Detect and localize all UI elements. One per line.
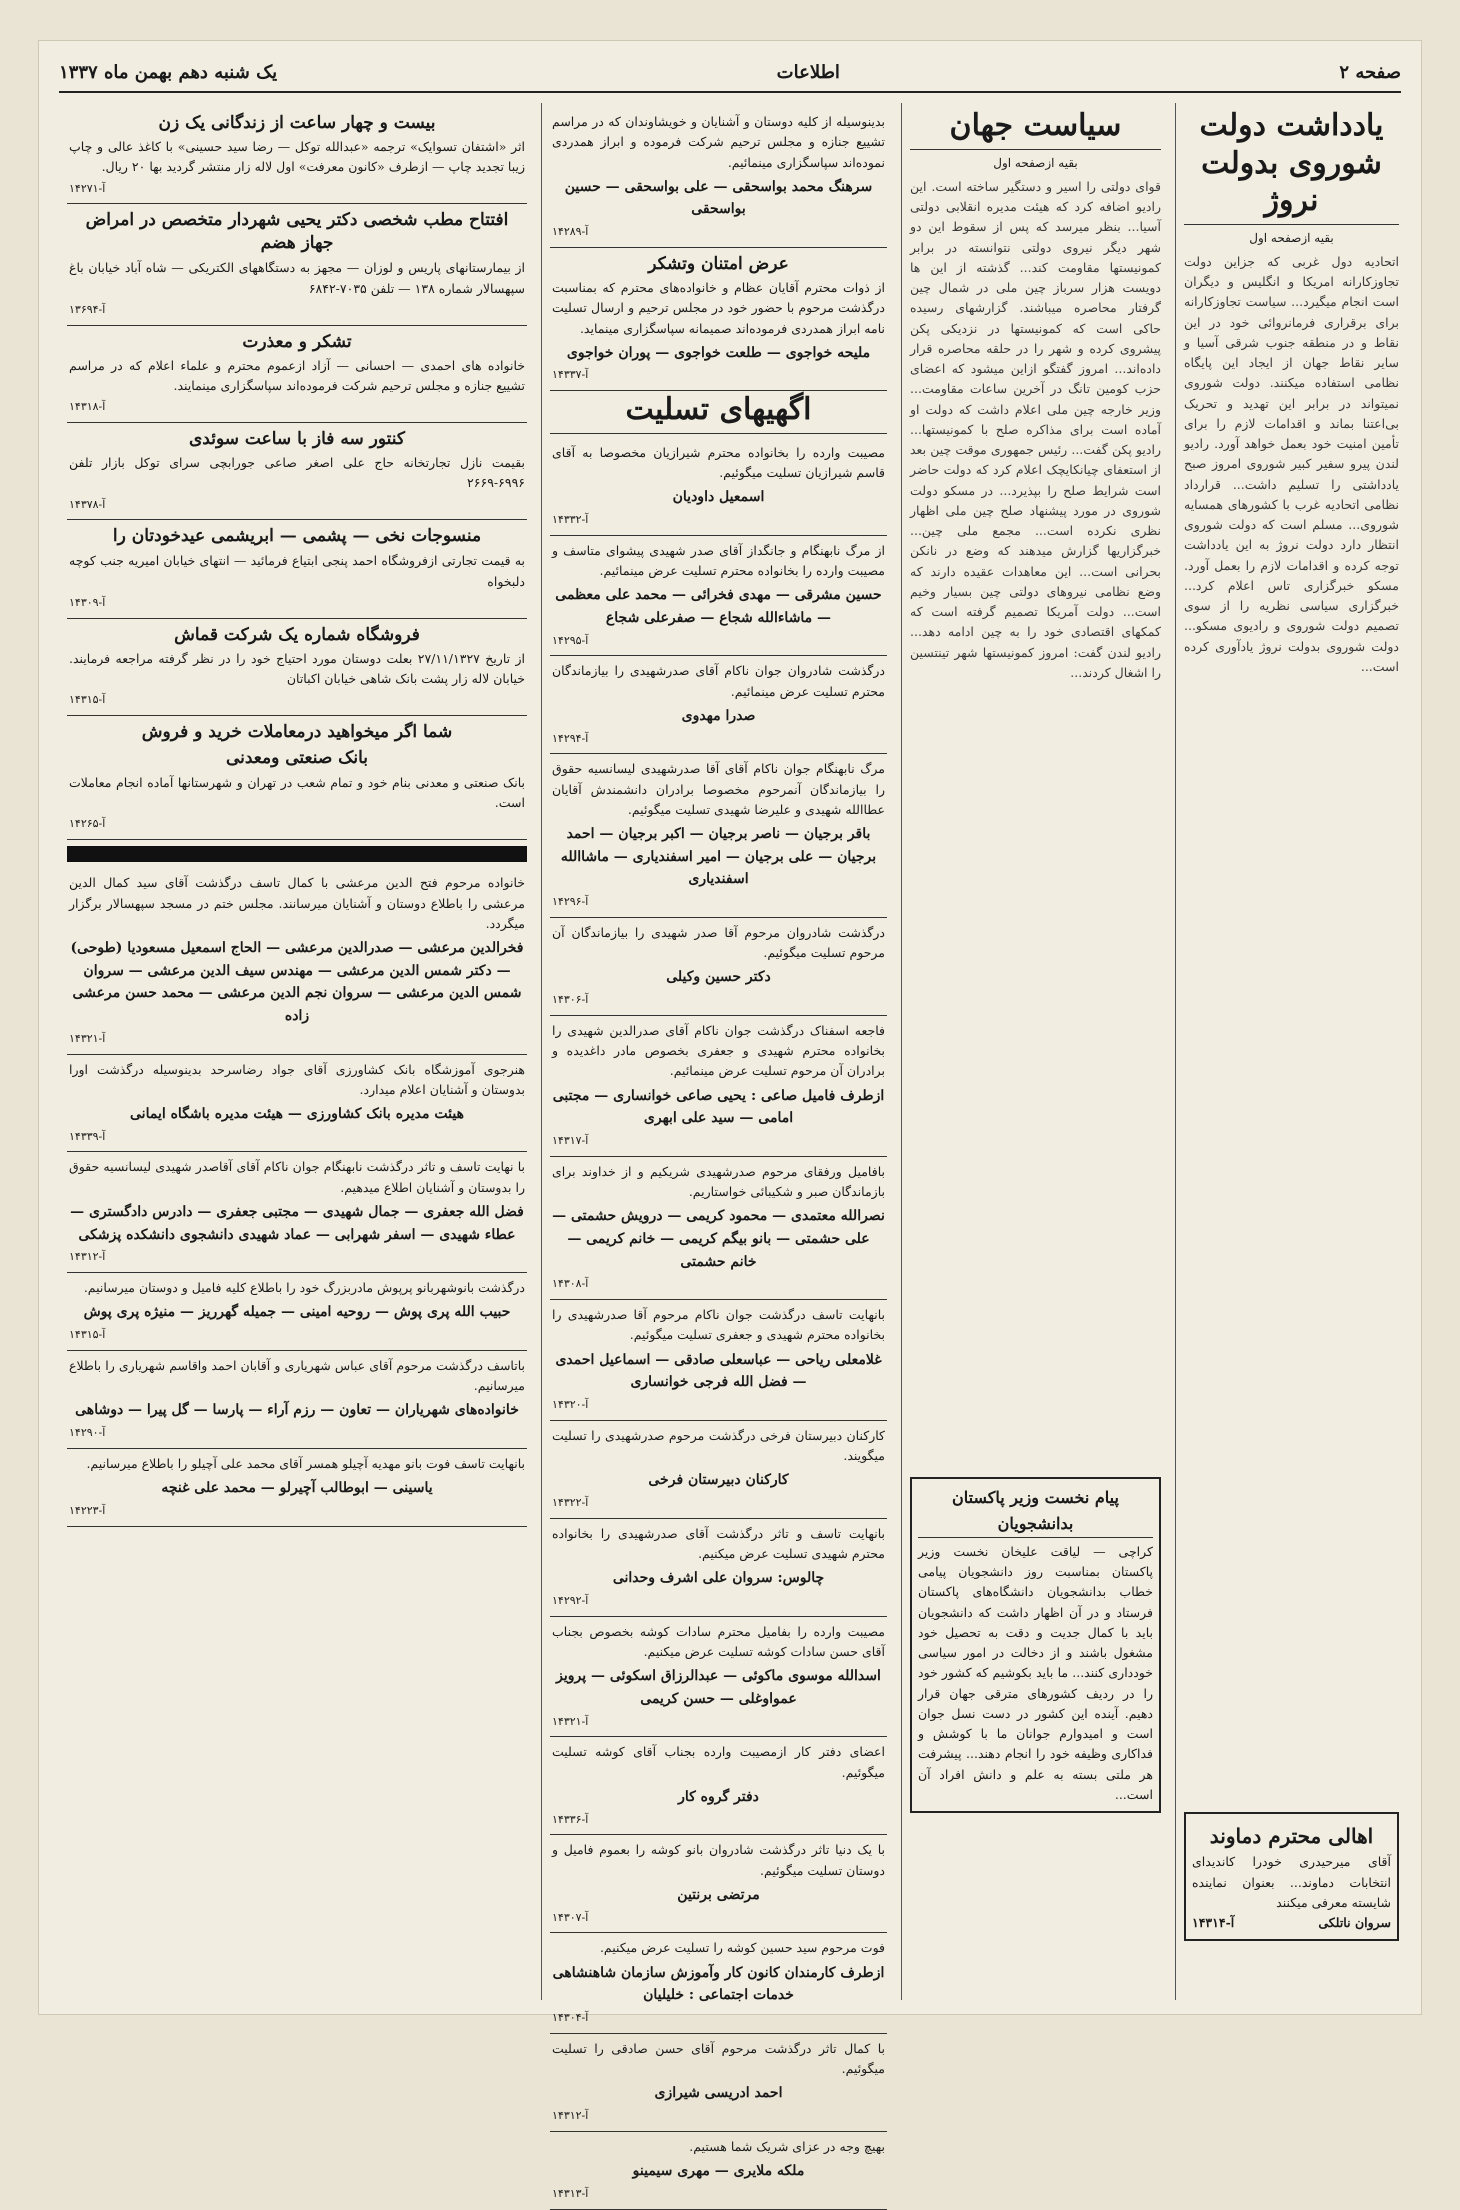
condolence-item <box>550 754 887 918</box>
obituary-marashi <box>67 868 527 1054</box>
obituary-body: باتاسف درگذشت مرحوم آقای عباس شهریاری و آقابان احمد واقاسم شهریاری را باطلاع میرسانیم. <box>69 1357 525 1394</box>
pakistan-message-title: پیام نخست وزیر پاکستان بدانشجویان <box>918 1485 1153 1538</box>
paper-name: اطلاعات <box>776 61 840 83</box>
condolence-code: آ-۱۴۳۲۰ <box>552 1398 589 1411</box>
condolence-code: آ-۱۴۳۰۶ <box>552 993 589 1007</box>
issue-date: یک شنبه دهم بهمن ماه ۱۳۳۷ <box>59 61 278 83</box>
condolence-names: باقر برجیان — ناصر برجیان — اکبر برجیان — احمد برجیان — علی برجیان — امیر اسفندیاری — ماشاالله اسفندیاری <box>560 826 877 888</box>
condolence-names: احمد ادریسی شیرازی <box>654 2085 783 2102</box>
world-politics-headline: سیاست جهان <box>910 107 1161 150</box>
condolence-item <box>550 1737 887 1835</box>
condolence-text: بافامیل ورفقای مرحوم صدرشهیدی شریکیم و از خداوند برای بازماندگان صبر و شکیبائی خواستاریم. <box>552 1163 885 1200</box>
condolence-names: دکتر حسین وکیلی <box>666 969 771 986</box>
store-ad-body: از تاریخ ۲۷/۱۱/۱۳۲۷ بعلت دوستان مورد احتیاج خود را در نظر گرفته مراجعه فرمایند. خیابان لاله زار پشت بانک شاهی خیابان اکباتان <box>69 650 526 686</box>
condolence-names: ملکه ملایری — مهری سیمینو <box>632 2163 805 2180</box>
condolence-item <box>550 1617 887 1738</box>
condolence-text: بهیچ وجه در عزای شریک شما هستیم. <box>689 2138 885 2154</box>
condolence-item <box>550 656 887 754</box>
clinic-ad <box>67 204 527 325</box>
damavand-ad-code: آ-۱۴۳۱۴ <box>1192 1915 1235 1931</box>
condolence-names: اسمعیل داودیان <box>672 489 765 506</box>
condolence-item <box>550 1933 887 2033</box>
book-ad-code: آ-۱۴۲۷۱ <box>69 181 106 195</box>
obituary-shahidi <box>67 1152 527 1273</box>
newspaper-page <box>38 40 1422 2200</box>
condolence-code: آ-۱۴۳۲۱ <box>552 1714 589 1728</box>
gratitude-ad-body: خانواده های احمدی — احسانی — آزاد ازعموم محترم و علماء اعلام که در مراسم تشییع جنازه و مجلس ترحیم شرکت فرموده‌اند سپاسگزاری مینمایند. <box>69 357 525 393</box>
thanks-notice-names: سرهنگ محمد بواسحقی — علی بواسحقی — حسین بواسحقی <box>564 178 873 218</box>
obituary-body: بانهایت تاسف فوت بانو مهدیه آچیلو همسر آقای محمد علی آچیلو را باطلاع میرسانیم. <box>86 1455 525 1471</box>
obituary-shahriari <box>67 1351 527 1449</box>
thanks-notice-text: بدینوسیله از کلیه دوستان و آشنایان و خویشاوندان که در مراسم تشییع جنازه و مجلس ترحیم شرکت فرموده و ابراز همدردی نموده‌اند سپاسگزاری مینمائیم. <box>552 114 885 170</box>
soviet-note-headline: یادداشت دولت شوروی بدولت نروژ <box>1184 107 1399 225</box>
gratitude-notice-code: آ-۱۴۳۳۷ <box>552 368 589 382</box>
soviet-note-body: اتحادیه دول غربی که جزاین دولت تجاوزکارانه امریکا و انگلیس و دیگران است انجام میگیرد... سیاست تجاوزکارانه برای برقراری فرمانروائی خود در این نقاط و در منطقه جنوب شرقی آسیا و سایر نقاط جهان از ایجاد این پایگاه نظامی استفاده میکنند. دولت شوروی نمیتواند در برابر این تهدید و تحریک بی‌اعتنا بماند و اقدامات لازم را برای تأمین امنیت خود بعمل خواهد آورد. رادیو لندن پیرو سفیر کبیر شوروی امروز صبح یادداشتی را تسلیم داشت... قرارداد نظامی اتحادیه غرب با کشورهای همسایه شوروی... مسلم است که دولت شوروی انتظار دارد دولت نروژ به این یادداشت توجه کرده و اقدامات لازم را بعمل آورد. مسکو خبرگزاری تاس اعلام کرد... خبرگزاری سیاسی نظریه را از سوی تصمیم دولت شوروی و رادیوی مسکو... دولت شوروی بدولت نروژ یادآوری کرده است... <box>1184 253 1399 674</box>
obituary-names: فخرالدین مرعشی — صدرالدین مرعشی — الحاج اسمعیل مسعودیا (طوحی) — دکتر شمس الدین مرعشی — مهندس سیف الدین مرعشی — سروان شمس الدین مرعشی — سروان نجم الدین مرعشی — محمد حسن مرعشی زاده <box>70 940 524 1025</box>
gratitude-notice-body: از ذوات محترم آقایان عظام و خانواده‌های محترم که بمناسبت درگذشت مرحوم با حضور خود در مجلس ترحیم و ارسال تسلیت نامه ابراز همدردی فرموده‌اند صمیمانه سپاسگزاری مینماید. <box>552 280 885 336</box>
condolence-text: مصیبت وارده را بفامیل محترم سادات کوشه بخصوص بجناب آقای حسن سادات کوشه تسلیت عرض میکنیم. <box>552 1623 885 1660</box>
condolence-code: آ-۱۴۳۱۳ <box>552 2186 589 2200</box>
obituary-names: هیئت مدیره بانک کشاورزی — هیئت مدیره باشگاه ایمانی <box>130 1106 464 1122</box>
bank-ad-subtitle: بانک صنعتی ومعدنی <box>225 748 369 768</box>
condolence-names: حسین مشرقی — مهدی فخرائی — محمد علی معظمی — ماشاءالله شجاع — صفرعلی شجاع <box>555 587 882 626</box>
condolence-item <box>550 1157 887 1300</box>
condolence-names: دفتر گروه کار <box>678 1788 759 1805</box>
condolence-item <box>550 1835 887 1933</box>
book-ad-title: بیست و چهار ساعت از زندگانی یک زن <box>158 113 436 133</box>
masthead <box>59 53 1401 93</box>
column-soviet-note <box>1175 103 1407 2000</box>
bank-ad-code: آ-۱۴۲۶۵ <box>69 817 106 831</box>
condolence-code: آ-۱۴۳۱۷ <box>552 1134 589 1148</box>
obituary-code: آ-۱۴۲۹۰ <box>69 1426 106 1440</box>
condolence-text: مصیبت وارده را بخانواده محترم شیرازیان مخصوصا به آقای قاسم شیرازیان تسلیت میگوئیم. <box>552 444 885 480</box>
meter-ad-title: کنتور سه فاز با ساعت سوئدی <box>189 429 405 449</box>
store-ad-code: آ-۱۴۳۱۵ <box>69 693 106 707</box>
condolence-code: آ-۱۴۲۹۶ <box>552 895 589 909</box>
condolence-text: اعضای دفتر کار ازمصیبت وارده بجناب آقای کوشه تسلیت میگوئیم. <box>552 1744 885 1780</box>
obituary-names: خانواده‌های شهریاران — تعاون — رزم آراء — پارسا — گل پیرا — دوشاهی <box>75 1402 519 1419</box>
clinic-ad-title: افتتاح مطب شخصی دکتر یحیی شهردار متخصص در امراض جهاز هضم <box>85 210 509 254</box>
condolence-names: ازطرف کارمندان کانون کار وآموزش سازمان شاهنشاهی خدمات اجتماعی : خلیلیان <box>552 1964 885 2004</box>
condolence-names: نصرالله معتمدی — محمود کریمی — درویش حشمتی — علی حشمتی — بانو بیگم کریمی — خانم کریمی — خانم حشمتی <box>552 1208 885 1270</box>
condolence-text: با کمال تاثر درگذشت مرحوم آقای حسن صادقی را تسلیت میگوئیم. <box>552 2040 885 2077</box>
condolence-item <box>550 1016 887 1157</box>
meter-ad-code: آ-۱۴۳۷۸ <box>69 497 106 511</box>
fabric-ad <box>67 520 527 618</box>
thanks-notice-code: آ-۱۴۲۸۹ <box>552 225 589 239</box>
condolence-item <box>550 918 887 1016</box>
obituary-body: هنرجوی آموزشگاه بانک کشاورزی آقای جواد رضاسرحد بدینوسیله درگذشت اورا بدوستان و آشنایان اعلام میدارد. <box>69 1061 525 1097</box>
condolence-code: آ-۱۴۳۰۷ <box>552 1910 589 1924</box>
gratitude-ad <box>67 326 527 423</box>
pakistan-message-box <box>910 1477 1161 1813</box>
condolence-code: آ-۱۴۲۹۲ <box>552 1593 589 1607</box>
clinic-ad-body: از بیمارستانهای پاریس و لوزان — مجهز به دستگاههای الکتریکی — شاه آباد خیابان باغ سپهسالار شماره ۱۳۸ — تلفن ۷۰۳۵-۶۸۴۲ <box>69 260 525 296</box>
gratitude-ad-code: آ-۱۴۳۱۸ <box>69 400 106 414</box>
obituary-names: یاسینی — ابوطالب آچیرلو — محمد علی غنچه <box>161 1480 433 1497</box>
column-ads <box>59 103 535 2000</box>
bank-ad-title: شما اگر میخواهید درمعاملات خرید و فروش <box>141 722 453 743</box>
condolence-item <box>550 1519 887 1617</box>
fabric-ad-title: منسوجات نخی — پشمی — ابریشمی عیدخودتان را <box>112 526 482 547</box>
column-condolences <box>541 103 895 2200</box>
divider-bar <box>67 846 527 862</box>
condolence-code: آ-۱۴۲۹۵ <box>552 633 589 647</box>
condolence-names: اسدالله موسوی ماکوئی — عبدالرزاق اسکوئی — پرویز عمواوغلی — حسن کریمی <box>556 1668 881 1707</box>
column-world-politics <box>901 103 1169 2000</box>
condolence-names: مرتضی برنتین <box>677 1886 760 1903</box>
condolence-text: مرگ نابهنگام جوان ناکام آقای آقا صدرشهیدی لیسانسیه حقوق را بیازماندگان آنمرحوم مخصوصا برادران دانشمندش آقایان عطاالله شهیدی و علیرضا شهیدی تسلیت میگوئیم. <box>552 761 885 817</box>
obituary-achilou <box>67 1449 527 1527</box>
obituary-code: آ-۱۴۳۳۹ <box>69 1129 106 1143</box>
gratitude-notice-title: عرض امتنان وتشکر <box>648 253 789 274</box>
obituary-paripoosh <box>67 1273 527 1351</box>
fabric-ad-body: به قیمت تجارتی ازفروشگاه احمد پنجی ابتیاع فرمائید — انتهای خیابان امیریه جنب کوچه دلبخواه <box>69 553 525 589</box>
world-politics-body: قوای دولتی را اسیر و دستگیر ساخته است. این رادیو اضافه کرد که هیئت مدیره انقلابی دولتی آسیا... بنظر میرسد که پس از سقوط این دو شهر دیگر نیروی دولتی نتوانسته در برابر کمونیستها مقاومت کند... گذشته از این ها دویست هزار سرباز چین ملی در شمال چین گرفتار محاصره میباشند. گزارشهای رسیده حاکی است که کمونیستها در نزدیکی پکن پیشروی کرده و شهر را در حلقه محاصره قرار داده‌اند... امروز گفتگو ازاین میشود که اعضای حزب کومین تانگ در آخرین ساعات مقاومت... وزیر خارجه چین ملی اعلام داشت که دولت او آماده است برای مذاکره صلح با کمونیستها... رادیو پکن گفت... رئیس جمهوری موقت چین بعد از استعفای چیانکایچک اعلام کرد که دولت حاضر است شرایط صلح را بپذیرد... در مسکو دولت شوروی در مورد پیشنهاد صلح چین ملی اظهار نظری نکرده است... مجمع ملی چین... خبرگزاریها گزارش میدهند که وضع در نانکن بحرانی است... این معاهدات عقیده دارند که وضع نظامی نیروهای دولتی چین بسیار وخیم است... دولت آمریکا تصمیم گرفته است که کمکهای اقتصادی خود را به چین ادامه دهد... رادیو لندن گفت: امروز کمونیستها شهر تینتسین را اشغال کردند... <box>910 178 1161 680</box>
condolence-text: درگذشت شادروان مرحوم آقا صدر شهیدی را بیازماندگان آن مرحوم تسلیت میگوئیم. <box>552 924 885 961</box>
obituary-code: آ-۱۴۳۱۲ <box>69 1250 106 1264</box>
obituary-body: با نهایت تاسف و تاثر درگذشت نابهنگام جوان ناکام آقای آقاصدر شهیدی لیسانسیه حقوق را بدوستان و آشنایان اطلاع میدهیم. <box>69 1159 525 1195</box>
soviet-note-subline: بقیه ازصفحه اول <box>1249 230 1334 245</box>
condolence-text: بانهایت تاسف درگذشت جوان ناکام مرحوم آقا صدرشهیدی را بخانواده محترم شهیدی و جعفری تسلیت میگوئیم. <box>552 1307 885 1343</box>
condolence-text: از مرگ نابهنگام و جانگداز آقای صدر شهیدی پیشوای متاسف و مصیبت وارده را بخانواده محترم تسلیت عرض مینمائیم. <box>552 542 885 578</box>
condolence-text: با یک دنیا تاثر درگذشت شادروان بانو کوشه را بعموم فامیل و دوستان تسلیت میگوئیم. <box>552 1842 885 1878</box>
condolence-text: کارکنان دبیرستان فرخی درگذشت مرحوم صدرشهیدی را تسلیت میگویند. <box>552 1427 885 1464</box>
obituary-names: فضل الله جعفری — جمال شهیدی — مجتبی جعفری — دادرس دادگستری — عطاء شهیدی — اسفر شهرابی — عماد شهیدی دانشجوی دانشکده پزشکی <box>70 1203 524 1243</box>
condolence-code: آ-۱۴۲۹۴ <box>552 731 589 745</box>
condolence-item <box>550 536 887 657</box>
condolence-item <box>550 1300 887 1421</box>
condolence-text: بانهایت تاسف و تاثر درگذشت آقای صدرشهیدی را بخانواده محترم شهیدی تسلیت عرض میکنیم. <box>552 1525 885 1562</box>
condolence-code: آ-۱۴۳۱۲ <box>552 2108 589 2122</box>
fabric-ad-code: آ-۱۴۳۰۹ <box>69 595 106 609</box>
condolence-code: آ-۱۴۳۰۴ <box>552 2011 589 2024</box>
pakistan-message-body: کراچی — لیاقت علیخان نخست وزیر پاکستان بمناسبت روز دانشجویان پیامی خطاب بدانشجویان دانشگاه‌های پاکستان فرستاد و در آن اظهار داشت که دانشجویان باید با کمال جدیت و دقت به تحصیل خود مشغول باشند و از دخالت در امور سیاسی خودداری کنند... ما باید بکوشیم که کشور خود را در ردیف کشورهای مترقی جهان قرار دهیم. آینده این کشور در دست نسل جوان است و امیدوارم جوانان ما با کوشش و فداکاری وظیفه خود را انجام دهند... پیشرفت هر ملتی بسته به علم و دانش افراد آن است... <box>918 1543 1153 1802</box>
condolence-item <box>550 2132 887 2210</box>
book-ad <box>67 107 527 204</box>
condolence-code: آ-۱۴۳۰۸ <box>552 1277 589 1291</box>
obituary-body: درگذشت بانوشهربانو پرپوش مادربزرگ خود را باطلاع کلیه فامیل و دوستان میرسانیم. <box>83 1280 525 1296</box>
world-politics-subline: بقیه ازصفحه اول <box>993 155 1078 170</box>
condolence-names: غلامعلی ریاحی — عباسعلی صادقی — اسماعیل احمدی — فضل الله فرجی خوانساری <box>555 1351 882 1391</box>
obituary-code: آ-۱۴۳۲۱ <box>69 1031 106 1045</box>
gratitude-ad-title: تشکر و معذرت <box>242 331 352 352</box>
obituary-names: حبیب الله پری پوش — روحیه امینی — جمیله گهرریز — منیژه پری پوش <box>83 1304 511 1321</box>
condolence-text: درگذشت شادروان جوان ناکام آقای صدرشهیدی را بیازماندگان محترم تسلیت عرض مینمائیم. <box>552 663 885 699</box>
condolence-names: کارکنان دبیرستان فرخی <box>648 1472 789 1489</box>
store-ad <box>67 619 527 716</box>
thanks-notice <box>550 107 887 248</box>
condolence-item <box>550 438 887 536</box>
condolence-header: اگهیهای تسلیت <box>550 391 887 434</box>
condolence-names: ازطرف فامیل صاعی : یحیی صاعی خوانساری — مجتبی امامی — سید علی ابهری <box>552 1087 885 1127</box>
book-ad-body: اثر «اشتفان تسوایک» ترجمه «عبدالله توکل — رضا سید حسینی» با کاغذ عالی و چاپ زیبا تجدید چاپ — ازطرف «کانون معرفت» اول لاله زار منتشر گردید بها ۲۰ ریال. <box>69 139 525 175</box>
bank-ad <box>67 716 527 840</box>
damavand-ad-body: آقای میرحیدری خودرا کاندیدای انتخابات دماوند... بعنوان نماینده شایسته معرفی میکنند <box>1192 1854 1391 1910</box>
obituary-agri-bank <box>67 1055 527 1153</box>
gratitude-notice-names: ملیحه خواجوی — طلعت خواجوی — پوران خواجوی <box>566 344 871 361</box>
condolence-text: فوت مرحوم سید حسین کوشه را تسلیت عرض میکنیم. <box>599 1940 885 1956</box>
gratitude-notice <box>550 248 887 391</box>
bank-ad-body: بانک صنعتی و معدنی بنام خود و تمام شعب در تهران و شهرستانها آماده انجام معاملات است. <box>69 774 525 811</box>
obituary-code: آ-۱۴۳۱۵ <box>69 1328 106 1342</box>
condolence-code: آ-۱۴۳۳۲ <box>552 512 589 526</box>
store-ad-title: فروشگاه شماره یک شرکت قماش <box>174 624 420 645</box>
condolence-code: آ-۱۴۳۳۶ <box>552 1812 589 1826</box>
obituary-body: خانواده مرحوم فتح الدین مرعشی با کمال تاسف درگذشت آقای سید کمال الدین مرعشی را باطلاع دوستان و آشنایان میرسانند. مجلس ختم در مسجد سپهسالار برگزار میگردد. <box>69 875 525 931</box>
damavand-ad-title: اهالی محترم دماوند <box>1209 1823 1374 1848</box>
obituary-code: آ-۱۴۲۲۳ <box>69 1503 106 1517</box>
meter-ad-body: بقیمت نازل تجارتخانه حاج علی اصغر صاعی جورابچی سرای توکل بازار تلفن ۶۹۹۶-۲۶۶۹ <box>69 455 525 491</box>
meter-ad <box>67 423 527 520</box>
condolence-code: آ-۱۴۳۲۲ <box>552 1495 589 1509</box>
condolence-names: صدرا مهدوی <box>681 707 756 724</box>
condolence-names: چالوس: سروان علی اشرف وحدانی <box>612 1570 825 1587</box>
condolence-item <box>550 2034 887 2132</box>
damavand-ad <box>1184 1812 1399 1941</box>
page-label: صفحه ۲ <box>1339 61 1401 83</box>
condolence-text: فاجعه اسفناک درگذشت جوان ناکام آقای صدرالدین شهیدی را بخانواده محترم شهیدی و جعفری بخصوص مادر داغدیده و برادران آن مرحوم تسلیت عرض مینمائیم. <box>552 1022 885 1079</box>
damavand-ad-sign: سروان ناتلکی <box>1318 1915 1391 1931</box>
condolence-item <box>550 1421 887 1519</box>
clinic-ad-code: آ-۱۳۶۹۴ <box>69 302 106 316</box>
